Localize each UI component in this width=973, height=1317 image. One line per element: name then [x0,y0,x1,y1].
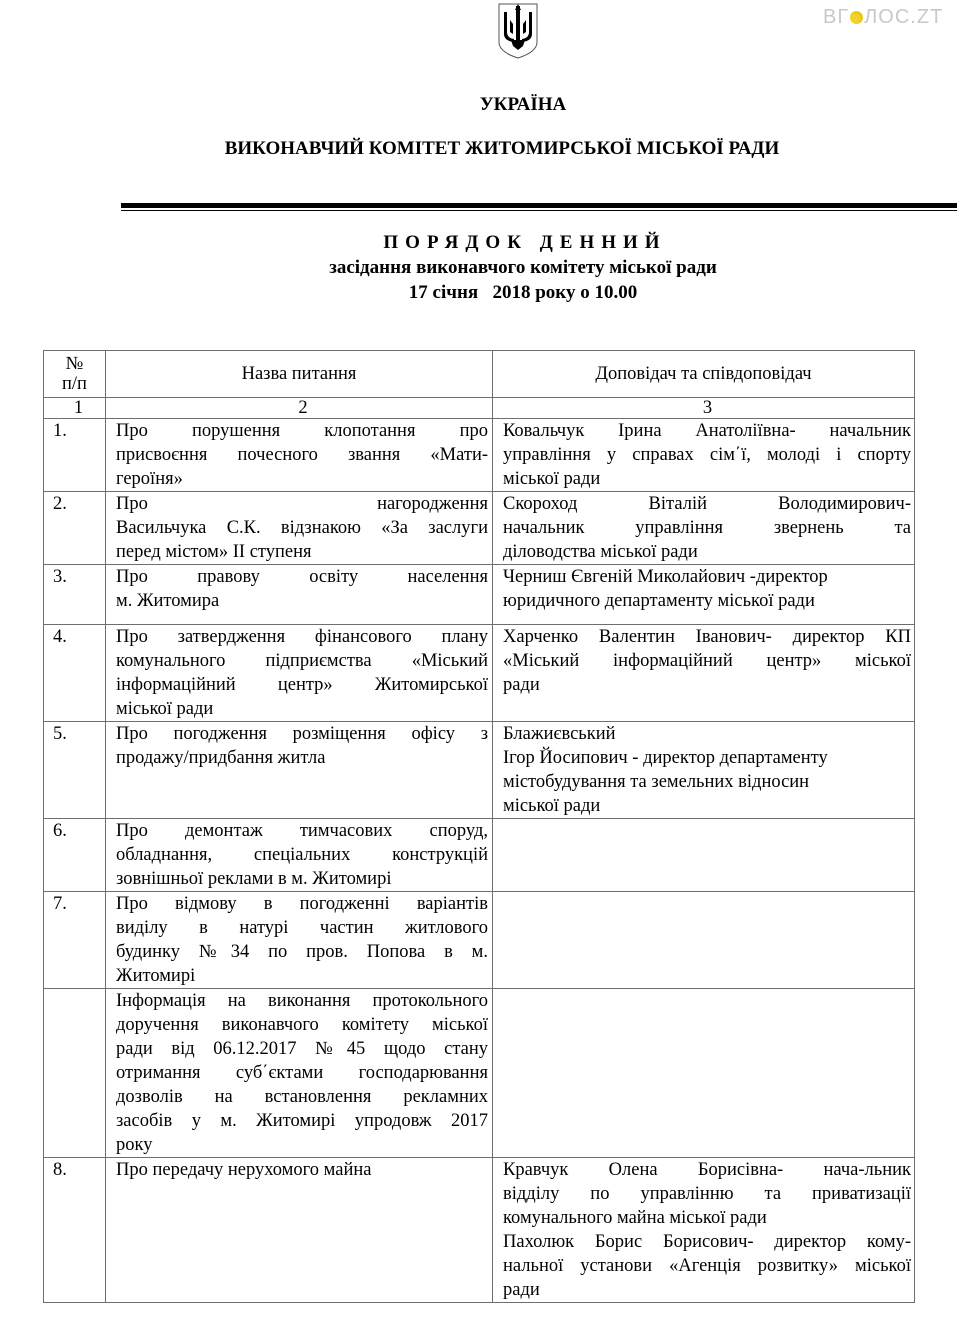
header-speaker: Доповідач та співдоповідач [493,351,915,398]
item-speaker [493,722,915,819]
topic-line: дозволів на встановлення рекламних [116,1087,488,1107]
agenda-subtitle: засідання виконавчого комітету міської ради [329,257,717,278]
topic-line: будинку №34 по пров. Попова в м. [116,942,488,962]
item-number: 3. [44,565,106,625]
topic-line: ради від 06.12.2017 №45 щодо стану [116,1039,488,1059]
agenda-table [43,350,915,1303]
signal-o-icon [850,11,863,24]
speaker-line: Харченко Валентин Іванович- директор КП [503,627,911,647]
topic-line: Про передачу нерухомого майна [116,1160,372,1180]
item-number: 7. [44,892,106,989]
agenda-row [44,892,915,989]
header-number-abbrev: п/п [62,374,87,394]
topic-line: Житомирі [116,966,196,986]
table-header-row [44,351,915,398]
agenda-row [44,565,915,625]
topic-line: засобів у м. Житомирі упродовж 2017 [116,1111,488,1131]
speaker-line: управління у справах сім΄ї, молоді і спорту [503,445,911,465]
header-number [44,351,106,398]
topic-line: присвоєння почесного звання «Мати- [116,445,488,465]
speaker-line: Черниш Євгеній Миколайович -директор [503,567,828,587]
speaker-line: Ковальчук Ірина Анатоліївна- начальник [503,421,911,441]
speaker-line: ради [503,675,540,695]
topic-line: Про демонтаж тимчасових споруд, [116,821,488,841]
column-index: 3 [493,398,915,419]
item-topic [106,625,493,722]
item-number: 5. [44,722,106,819]
speaker-line: комунального майна міської ради [503,1208,767,1228]
topic-line: перед містом» ІІ ступеня [116,542,312,562]
agenda-row [44,722,915,819]
speaker-line: Ігор Йосипович - директор департаменту [503,748,828,768]
topic-line: м. Житомира [116,591,220,611]
topic-line: Про нагородження [116,494,488,514]
header-divider [121,203,957,211]
item-number [44,989,106,1158]
speaker-line: відділу по управлінню та приватизації [503,1184,911,1204]
speaker-line: міської ради [503,796,601,816]
item-speaker [493,892,915,989]
column-index: 1 [44,398,106,419]
speaker-line: начальник управління звернень та [503,518,911,538]
item-speaker [493,625,915,722]
item-topic [106,565,493,625]
agenda-row [44,819,915,892]
column-index-row [44,398,915,419]
speaker-line: ради [503,1280,540,1300]
header-number-symbol: № [65,354,84,374]
agenda-row [44,625,915,722]
speaker-line: Скороход Віталій Володимирович- [503,494,911,514]
topic-line: міської ради [116,699,214,719]
item-speaker [493,1158,915,1303]
topic-line: доручення виконавчого комітету міської [116,1015,488,1035]
item-number: 2. [44,492,106,565]
topic-line: виділу в натурі частин житлового [116,918,488,938]
topic-line: обладнання, спеціальних конструкцій [116,845,488,865]
item-number: 4. [44,625,106,722]
agenda-row [44,989,915,1158]
item-speaker [493,819,915,892]
speaker-line: нальної установи «Агенція розвитку» міської [503,1256,911,1276]
watermark-text-start: ВГ [823,6,850,28]
column-index: 2 [106,398,493,419]
topic-line: Васильчука С.К. відзнакою «За заслуги [116,518,488,538]
speaker-line: містобудування та земельних відносин [503,772,810,792]
topic-line: Про затвердження фінансового плану [116,627,488,647]
topic-line: комунального підприємства «Міський [116,651,488,671]
speaker-line: Кравчук Олена Борисівна- нача-льник [503,1160,911,1180]
topic-line: Про правову освіту населення [116,567,488,587]
agenda-title: ПОРЯДОК ДЕННИЙ [383,232,667,253]
topic-line: інформаційний центр» Житомирської [116,675,488,695]
header-topic: Назва питання [106,351,493,398]
speaker-line: Пахолюк Борис Борисович- директор кому- [503,1232,911,1252]
speaker-line: «Міський інформаційний центр» міської [503,651,911,671]
speaker-line: міської ради [503,469,601,489]
item-number: 6. [44,819,106,892]
item-speaker [493,989,915,1158]
country-heading: УКРАЇНА [479,94,567,115]
topic-line: Про погодження розміщення офісу з [116,724,488,744]
agenda-row [44,419,915,492]
item-topic [106,492,493,565]
agenda-row [44,1158,915,1303]
topic-line: отримання суб΄єктами господарювання [116,1063,488,1083]
item-number: 8. [44,1158,106,1303]
speaker-line: діловодства міської ради [503,542,698,562]
item-number: 1. [44,419,106,492]
speaker-line: юридичного департаменту міської ради [503,591,815,611]
site-watermark-logo [823,6,943,29]
trident-emblem-icon [497,2,539,60]
topic-line: року [116,1135,153,1155]
item-topic [106,989,493,1158]
item-speaker [493,419,915,492]
item-topic [106,722,493,819]
topic-line: продажу/придбання житла [116,748,326,768]
item-speaker [493,492,915,565]
item-topic [106,892,493,989]
item-topic [106,419,493,492]
topic-line: зовнішньої реклами в м. Житомирі [116,869,392,889]
item-topic [106,819,493,892]
agenda-row [44,492,915,565]
agenda-rows [44,419,915,1303]
topic-line: Про порушення клопотання про [116,421,488,441]
topic-line: Інформація на виконання протокольного [116,991,488,1011]
committee-heading: ВИКОНАВЧИЙ КОМІТЕТ ЖИТОМИРСЬКОЇ МІСЬКОЇ РАДИ [224,138,780,159]
agenda-date: 17 січня 2018 року о 10.00 [408,282,638,303]
item-topic [106,1158,493,1303]
speaker-line: Блажиєвський [503,724,616,744]
item-speaker [493,565,915,625]
topic-line: Про відмову в погодженні варіантів [116,894,488,914]
watermark-text-end: ЛОС.ZT [864,6,944,28]
topic-line: героїня» [116,469,183,489]
